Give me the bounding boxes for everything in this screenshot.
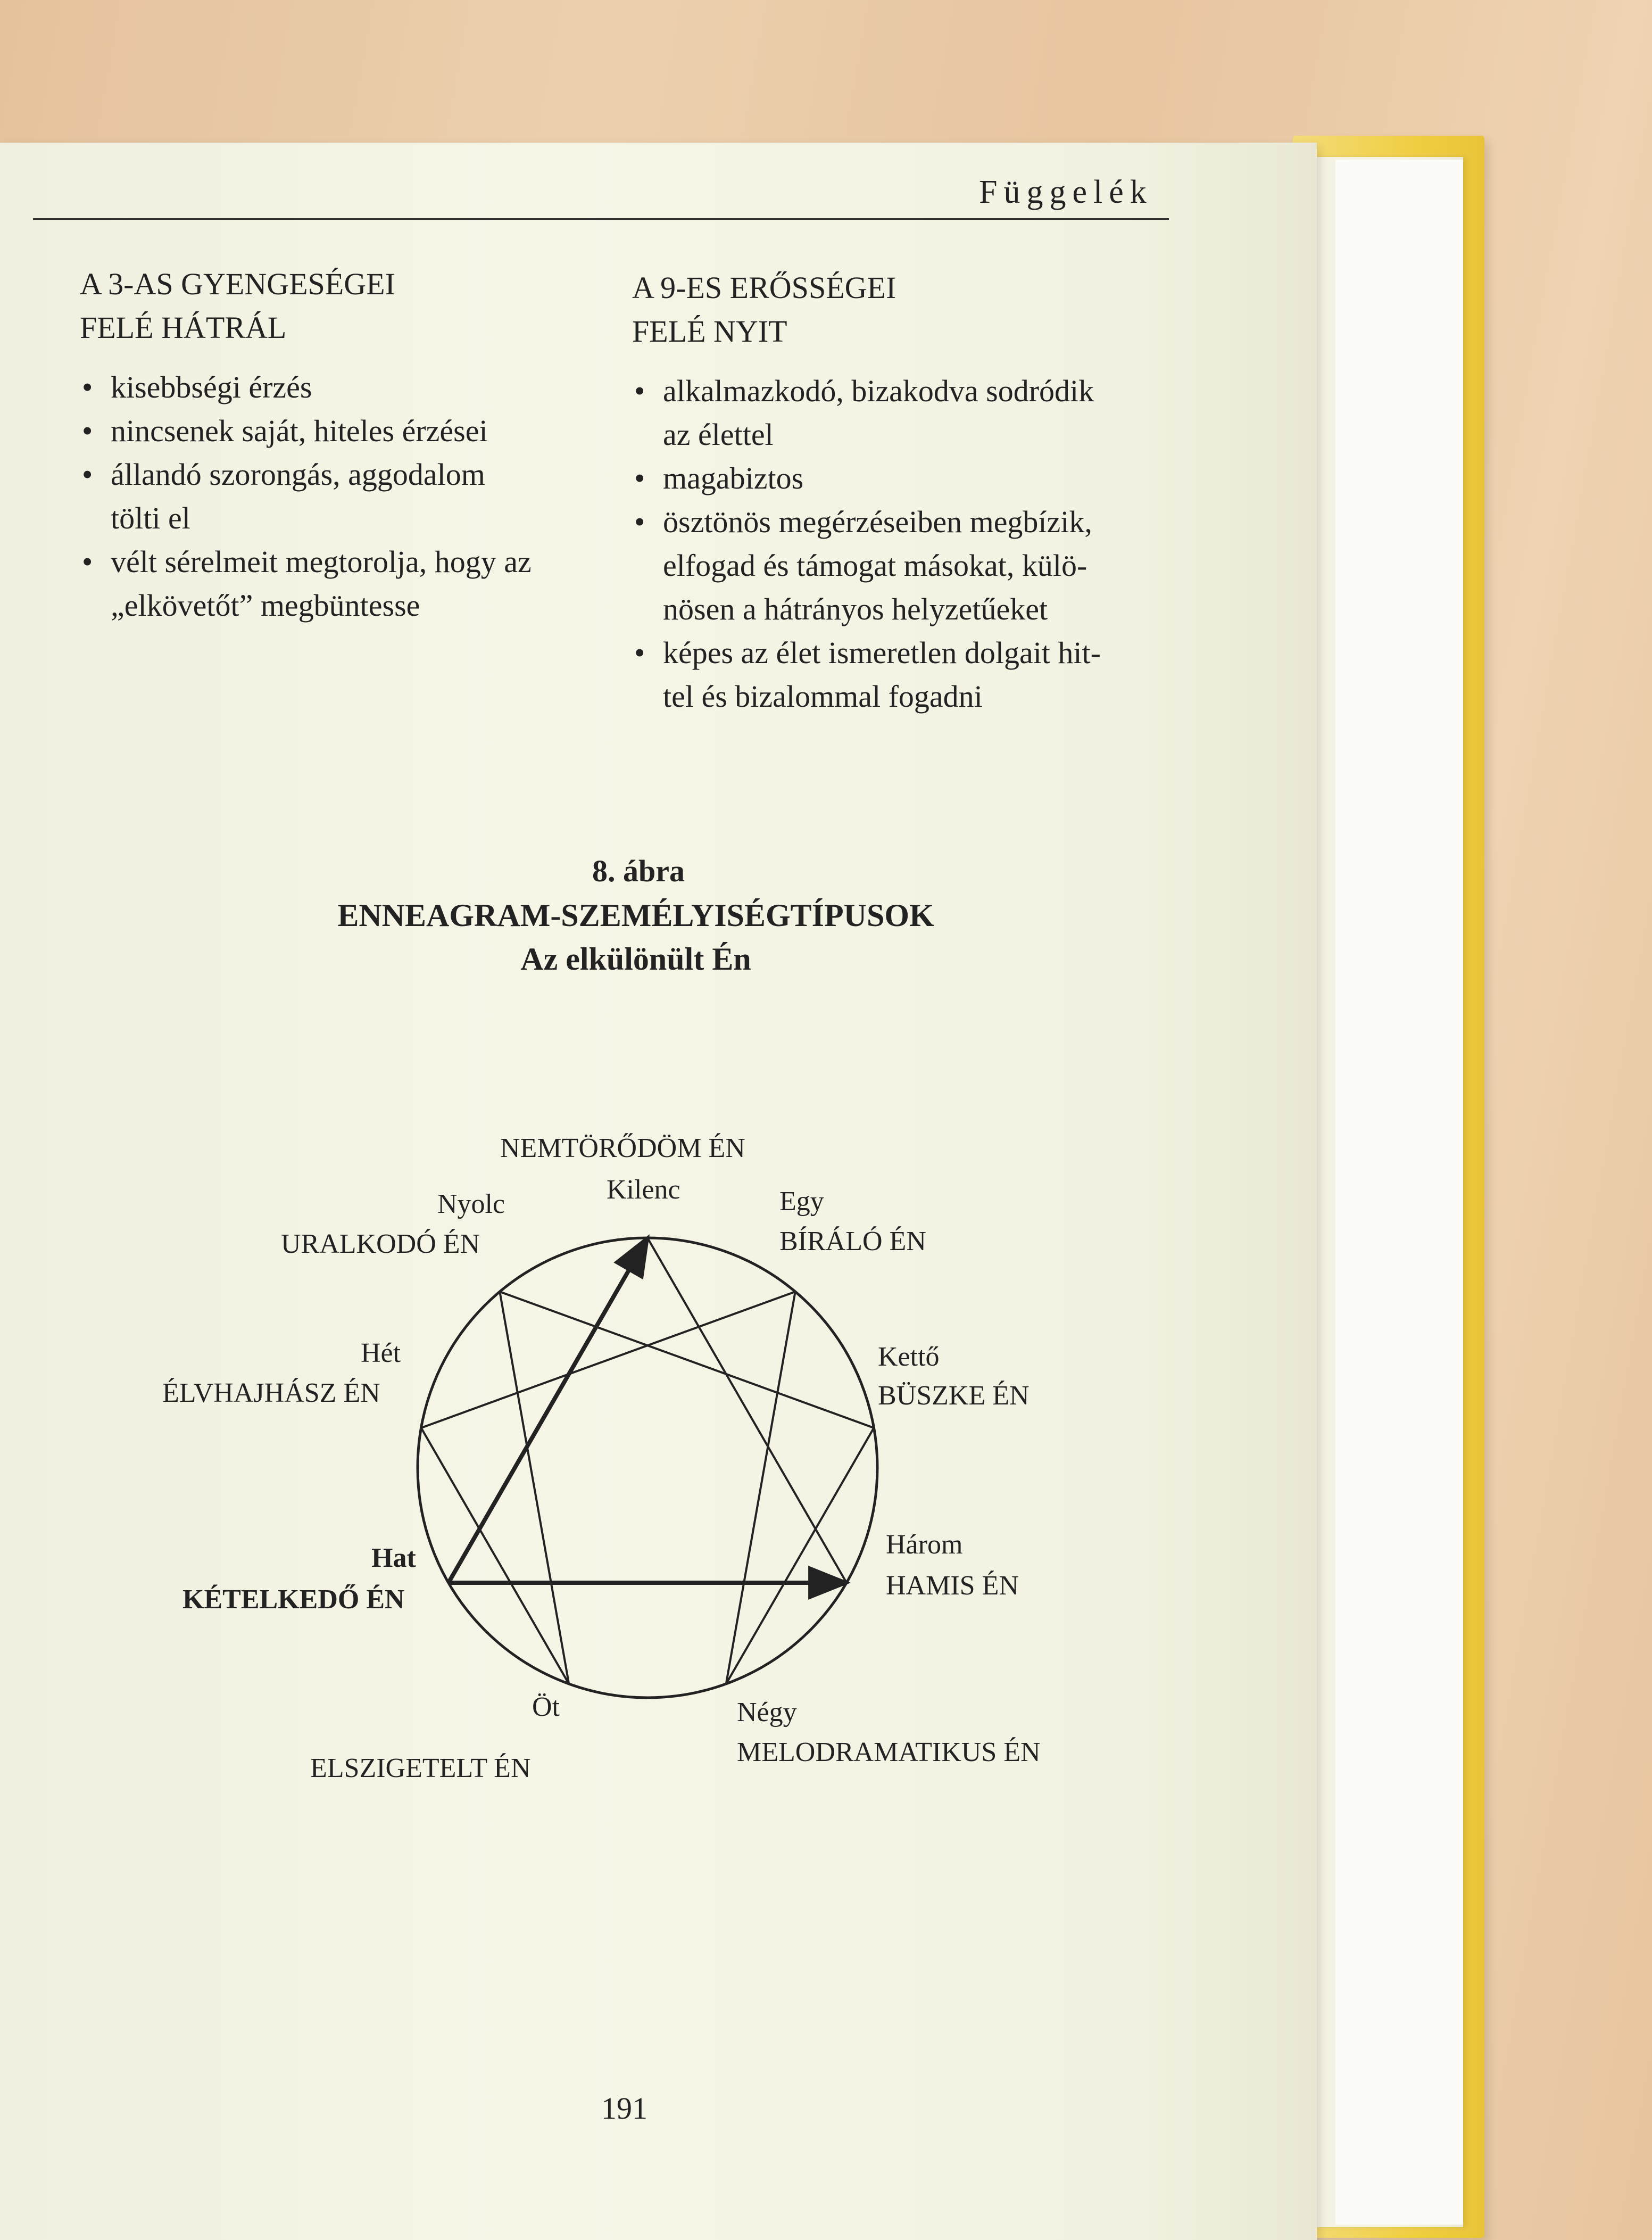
list-item: • ösztönös megérzéseiben megbízik, elfogad és támogat másokat, külö- nösen a hátrányos helyzetűeket <box>634 505 1092 626</box>
point-4-type: MELODRAMATIKUS ÉN <box>737 1737 1041 1767</box>
page-number: 191 <box>601 2091 647 2126</box>
point-3-name: Három <box>886 1530 963 1560</box>
figure-title: ENNEAGRAM-SZEMÉLYISÉGTÍPUSOK <box>337 898 934 933</box>
point-7-type: ÉLVHAJHÁSZ ÉN <box>162 1378 380 1408</box>
figure-subtitle: Az elkülönült Én <box>520 941 751 977</box>
running-header: Függelék <box>979 174 1153 210</box>
figure-number: 8. ábra <box>592 854 685 888</box>
weaknesses-heading: A 3-AS GYENGESÉGEI FELÉ HÁTRÁL <box>80 267 395 345</box>
point-3-type: HAMIS ÉN <box>886 1571 1019 1601</box>
point-1-name: Egy <box>779 1186 824 1217</box>
loose-sheet <box>1335 160 1463 2225</box>
enneagram-circle <box>418 1238 877 1698</box>
enneagram-arrows <box>449 1238 846 1583</box>
list-item: • vélt sérelmeit megtorolja, hogy az „elkövetőt” megbüntesse <box>82 544 532 623</box>
list-item: • alkalmazkodó, bizakodva sodródik az élettel <box>634 374 1094 452</box>
strengths-heading: A 9-ES ERŐSSÉGEI FELÉ NYIT <box>632 270 896 349</box>
point-2-name: Kettő <box>878 1342 940 1372</box>
point-9-type: NEMTÖRŐDÖM ÉN <box>500 1133 745 1163</box>
point-6-name: Hat <box>371 1543 416 1573</box>
point-9-name: Kilenc <box>607 1175 680 1205</box>
point-7-name: Hét <box>361 1338 401 1368</box>
point-8-name: Nyolc <box>437 1189 505 1219</box>
point-6-type: KÉTELKEDŐ ÉN <box>182 1584 405 1615</box>
list-item: • magabiztos <box>634 461 804 495</box>
list-item: • állandó szorongás, aggodalom tölti el <box>82 457 485 535</box>
arrow-6-to-9 <box>449 1238 647 1583</box>
list-item: • képes az élet ismeretlen dolgait hit- tel és bizalommal fogadni <box>634 635 1101 714</box>
list-item: • kisebbségi érzés <box>82 370 312 404</box>
book-page <box>0 143 1317 2240</box>
list-item: • nincsenek saját, hiteles érzései <box>82 414 488 448</box>
point-2-type: BÜSZKE ÉN <box>878 1381 1030 1411</box>
point-1-type: BÍRÁLÓ ÉN <box>779 1226 926 1257</box>
enneagram-lines <box>421 1238 874 1684</box>
point-4-name: Négy <box>737 1697 797 1727</box>
point-5-type: ELSZIGETELT ÉN <box>310 1753 531 1783</box>
point-5-name: Öt <box>532 1692 560 1722</box>
point-8-type: URALKODÓ ÉN <box>281 1229 480 1259</box>
triangle-line-9-3 <box>647 1238 846 1583</box>
